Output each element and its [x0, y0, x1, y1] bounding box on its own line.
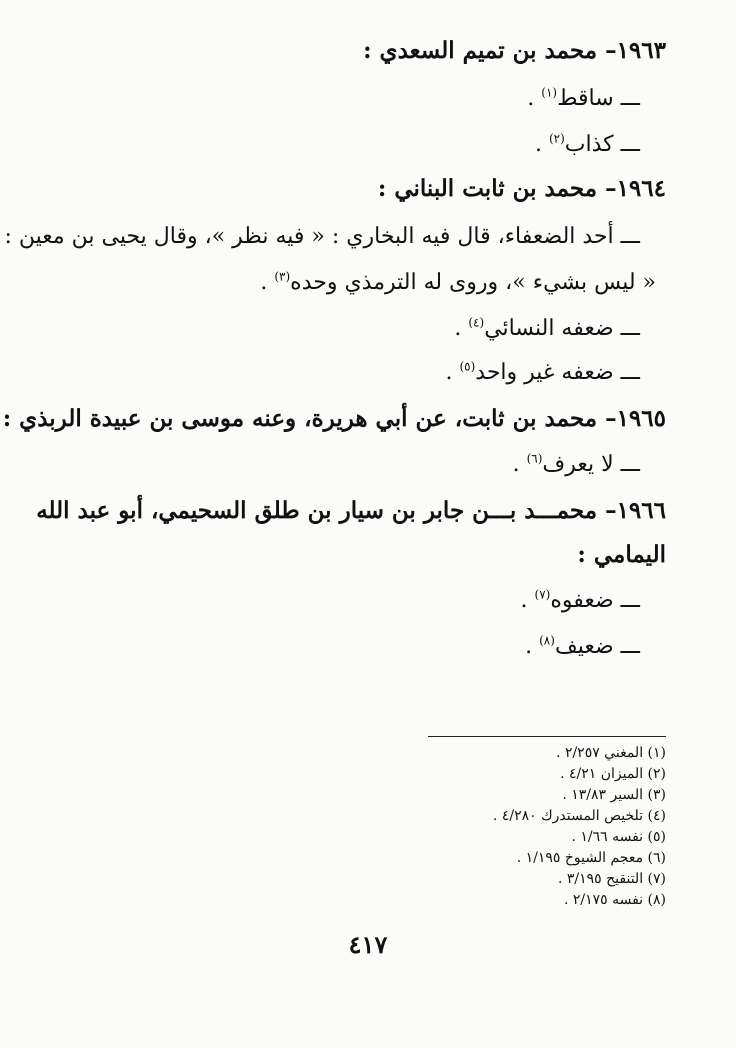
- dash: ـــ: [613, 360, 640, 385]
- entry-line: [80, 130, 640, 160]
- entry-number: ١٩٦٤: [616, 175, 666, 202]
- entry-text: لا يعرف: [542, 452, 614, 477]
- period: .: [520, 588, 535, 613]
- entry-number: ١٩٦٦: [616, 497, 666, 524]
- entry-text: كذاب: [564, 132, 614, 157]
- dash: ـــ: [613, 634, 640, 659]
- footnote-ref: (٤): [468, 315, 485, 330]
- dash: ـــ: [613, 86, 640, 111]
- footnote: (٢) الميزان ٤/٢١ .: [560, 766, 666, 782]
- entry-text: ضعفه النسائي: [484, 316, 614, 341]
- entry-separator: –: [597, 405, 617, 432]
- period: .: [445, 360, 460, 385]
- footnote: (٨) نفسه ٢/١٧٥ .: [563, 892, 666, 908]
- entry-1964-heading: [80, 174, 666, 204]
- footnote-ref: (٣): [274, 269, 291, 284]
- period: .: [525, 634, 540, 659]
- footnote-ref: (٦): [526, 451, 543, 466]
- footnote: (٣) السير ١٣/٨٣ .: [562, 787, 666, 803]
- footnote-ref: (٨): [539, 633, 555, 648]
- period: .: [512, 452, 527, 477]
- entry-text: أحد الضعفاء، قال فيه البخاري : « فيه نظر »، وقال يحيى بن معين :: [4, 224, 614, 249]
- period: .: [527, 86, 542, 111]
- entry-1965-heading: [2, 404, 666, 434]
- footnote-ref: (١): [541, 85, 558, 100]
- footnote-divider: [428, 736, 666, 737]
- footnote-ref: (٥): [459, 359, 476, 374]
- entry-text: « ليس بشيء »، وروى له الترمذي وحده: [290, 270, 656, 295]
- entry-line: [80, 358, 640, 388]
- footnote: (٥) نفسه ١/٦٦ .: [571, 829, 666, 845]
- entry-line: [80, 314, 640, 344]
- entry-line: [80, 84, 640, 114]
- entry-separator: –: [597, 497, 617, 524]
- page-number: ٤١٧: [348, 930, 388, 959]
- footnote: (١) المغني ٢/٢٥٧ .: [556, 745, 666, 761]
- period: .: [534, 132, 549, 157]
- footnote-ref: (٧): [534, 587, 551, 602]
- entry-number: ١٩٦٥: [616, 405, 666, 432]
- entry-title: محمد بن تميم السعدي :: [363, 37, 598, 64]
- entry-separator: –: [597, 175, 617, 202]
- entry-line: [80, 268, 656, 298]
- entry-1966-heading-cont: [80, 540, 666, 570]
- entry-title: اليمامي :: [577, 541, 666, 568]
- dash: ـــ: [613, 224, 640, 249]
- entry-separator: –: [597, 37, 617, 64]
- footnote: (٤) تلخيص المستدرك ٤/٢٨٠ .: [492, 808, 666, 824]
- dash: ـــ: [613, 316, 640, 341]
- entry-line: [80, 632, 640, 662]
- entry-text: ضعفه غير واحد: [475, 360, 614, 385]
- dash: ـــ: [613, 132, 640, 157]
- footnote: (٦) معجم الشيوخ ١/١٩٥ .: [516, 850, 666, 866]
- entry-title: محمد بن ثابت، عن أبي هريرة، وعنه موسى بن عبيدة الربذي :: [2, 405, 598, 432]
- dash: ـــ: [613, 452, 640, 477]
- entry-text: ضعفوه: [550, 588, 614, 613]
- entry-line: [4, 222, 640, 252]
- dash: ـــ: [613, 588, 640, 613]
- entry-line: [80, 450, 640, 480]
- entry-title: محمد بن ثابت البناني :: [377, 175, 598, 202]
- period: .: [260, 270, 275, 295]
- entry-text: ساقط: [557, 86, 614, 111]
- footnote: (٧) التنقيح ٣/١٩٥ .: [557, 871, 666, 887]
- footnote-ref: (٢): [548, 131, 565, 146]
- entry-title: محمـــد بـــن جابر بن سيار بن طلق السحيمي، أبو عبد الله: [36, 497, 598, 524]
- entry-line: [80, 586, 640, 616]
- period: .: [454, 316, 469, 341]
- entry-number: ١٩٦٣: [616, 37, 666, 64]
- entry-1966-heading: [36, 496, 666, 526]
- entry-1963-heading: [80, 36, 666, 66]
- entry-text: ضعيف: [554, 634, 614, 659]
